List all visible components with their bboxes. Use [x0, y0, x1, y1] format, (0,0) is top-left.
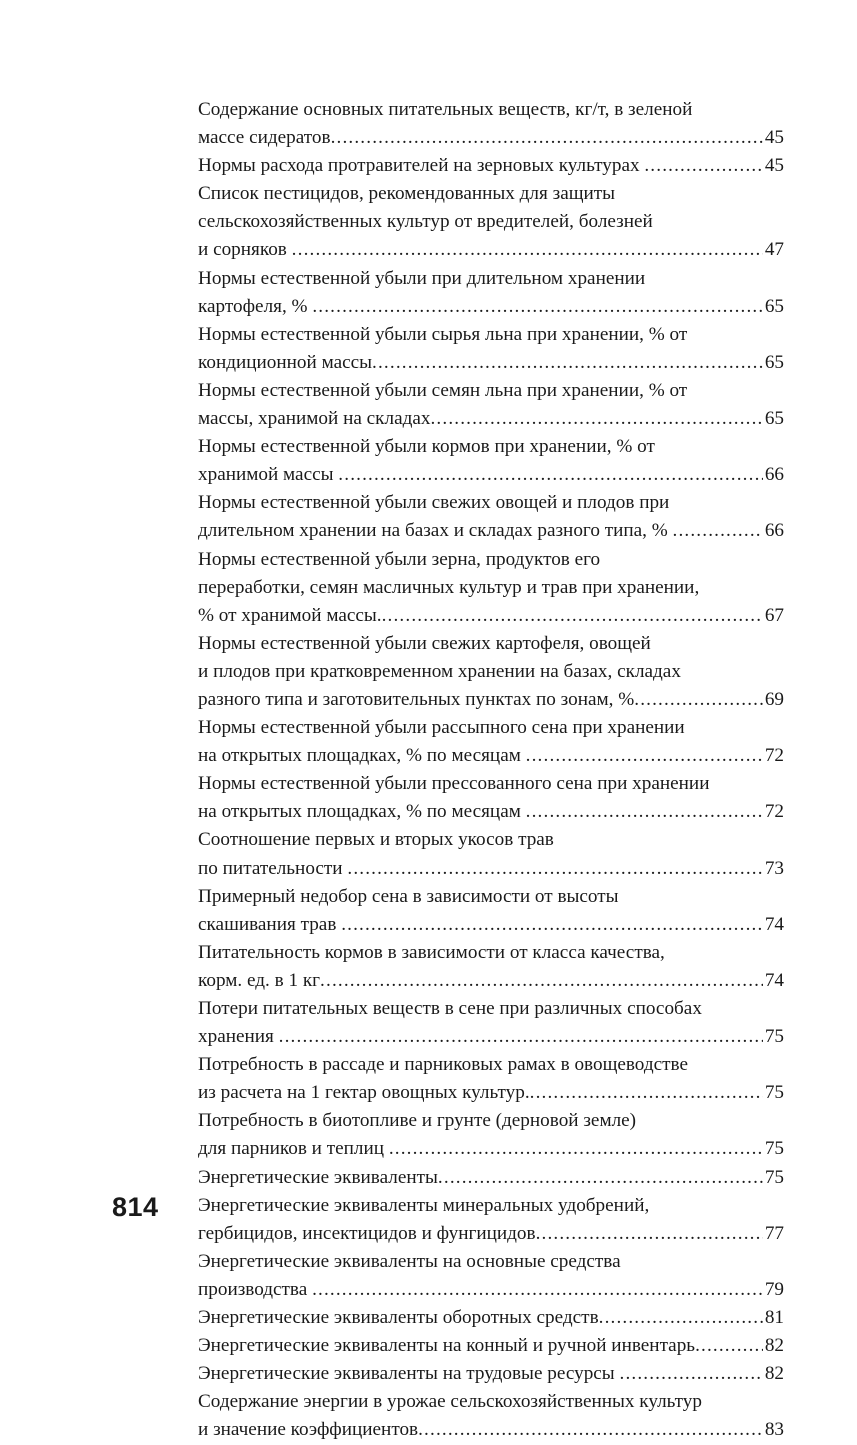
- toc-entry-last-line: [198, 855, 784, 883]
- toc-dot-leader: [312, 293, 762, 321]
- toc-entry-last-line: [198, 1416, 784, 1444]
- toc-entry-title: Энергетические эквиваленты оборотных средств: [198, 1307, 599, 1329]
- toc-page-number: 82: [764, 1335, 784, 1357]
- toc-entry[interactable]: [198, 1051, 784, 1107]
- toc-entry[interactable]: [198, 995, 784, 1051]
- toc-page-number: 69: [764, 688, 784, 710]
- toc-entry-title: Нормы расхода протравителей на зерновых культурах: [198, 155, 645, 177]
- toc-dot-leader: [418, 1416, 763, 1444]
- toc-entry-last-line: [198, 1164, 784, 1192]
- toc-entry-line: Нормы естественной убыли зерна, продуктов его: [198, 548, 601, 570]
- toc-page-number: 77: [764, 1222, 784, 1244]
- toc-entry[interactable]: [198, 1107, 784, 1163]
- toc-entry-line: Соотношение первых и вторых укосов трав: [198, 829, 554, 851]
- toc-entry-title: Энергетические эквиваленты: [198, 1166, 438, 1188]
- toc-page-number: 45: [764, 127, 784, 149]
- toc-dot-leader: [341, 911, 763, 939]
- toc-entry[interactable]: [198, 152, 784, 180]
- toc-entry-line: Нормы естественной убыли свежих картофеля, овощей: [198, 632, 651, 654]
- toc-page-number: 75: [764, 1138, 784, 1160]
- toc-dot-leader: [620, 1360, 763, 1388]
- toc-entry-line: Нормы естественной убыли прессованного сена при хранении: [198, 773, 710, 795]
- toc-dot-leader: [530, 1079, 763, 1107]
- toc-entry-last-line: [198, 517, 784, 545]
- toc-entry[interactable]: [198, 826, 784, 882]
- toc-page-number: 65: [764, 351, 784, 373]
- toc-dot-leader: [338, 461, 763, 489]
- toc-entry-line: сельскохозяйственных культур от вредителей, болезней: [198, 211, 653, 233]
- toc-entry[interactable]: [198, 1192, 784, 1248]
- toc-entry[interactable]: [198, 433, 784, 489]
- page-number: 814: [112, 1192, 159, 1222]
- toc-entry-title: Энергетические эквиваленты на трудовые ресурсы: [198, 1363, 620, 1385]
- toc-entry-title: и сорняков: [198, 239, 292, 261]
- toc-dot-leader: [526, 742, 763, 770]
- toc-entry-line: Энергетические эквиваленты минеральных удобрений,: [198, 1194, 650, 1216]
- toc-entry-line: и плодов при кратковременном хранении на базах, складах: [198, 660, 681, 682]
- toc-page-number: 65: [764, 408, 784, 430]
- toc-entry-last-line: [198, 1360, 784, 1388]
- toc-entry[interactable]: [198, 546, 784, 630]
- toc-entry-title: по питательности: [198, 857, 348, 879]
- toc-entry-title: кондиционной массы: [198, 351, 373, 373]
- toc-dot-leader: [644, 152, 762, 180]
- toc-entry[interactable]: [198, 489, 784, 545]
- toc-entry-line: Список пестицидов, рекомендованных для защиты: [198, 183, 616, 205]
- toc-entry[interactable]: [198, 939, 784, 995]
- toc-entry-title: разного типа и заготовительных пунктах по зонам, %: [198, 688, 635, 710]
- toc-entry[interactable]: [198, 265, 784, 321]
- toc-entry-last-line: [198, 1304, 784, 1332]
- toc-page-number: 75: [764, 1166, 784, 1188]
- toc-entry-title: производства: [198, 1278, 313, 1300]
- toc-entry-title: хранимой массы: [198, 464, 339, 486]
- toc-entry-last-line: [198, 967, 784, 995]
- toc-entry-line: Примерный недобор сена в зависимости от высоты: [198, 885, 619, 907]
- toc-entry-title: скашивания трав: [198, 913, 342, 935]
- toc-page-number: 65: [764, 295, 784, 317]
- toc-entry-line: Потребность в рассаде и парниковых рамах в овощеводстве: [198, 1054, 688, 1076]
- toc-dot-leader: [695, 1332, 763, 1360]
- toc-entry-last-line: [198, 152, 784, 180]
- toc-entry-title: и значение коэффициентов: [198, 1419, 419, 1441]
- toc-page-number: 81: [764, 1307, 784, 1329]
- toc-dot-leader: [389, 1135, 763, 1163]
- toc-entry[interactable]: [198, 321, 784, 377]
- toc-entry-line: Нормы естественной убыли семян льна при хранении, % от: [198, 379, 688, 401]
- toc-dot-leader: [599, 1304, 763, 1332]
- toc-entry-title: для парников и теплиц: [198, 1138, 389, 1160]
- toc-entry[interactable]: [198, 1332, 784, 1360]
- toc-entry-line: Потери питательных веществ в сене при различных способах: [198, 998, 702, 1019]
- toc-entry-title: гербицидов, инсектицидов и фунгицидов: [198, 1222, 536, 1244]
- toc-entry[interactable]: [198, 1304, 784, 1332]
- toc-entry-last-line: [198, 405, 784, 433]
- toc-dot-leader: [438, 1164, 763, 1192]
- toc-entry-line: Нормы естественной убыли сырья льна при хранении, % от: [198, 323, 688, 345]
- toc-page-number: 66: [764, 464, 784, 486]
- toc-dot-leader: [347, 855, 762, 883]
- toc-entry[interactable]: [198, 1388, 784, 1444]
- toc-dot-leader: [279, 1023, 763, 1051]
- toc-dot-leader: [292, 236, 763, 264]
- toc-page-number: 79: [764, 1278, 784, 1300]
- toc-entry-last-line: [198, 686, 784, 714]
- toc-entry-last-line: [198, 349, 784, 377]
- toc-page-number: 72: [764, 801, 784, 823]
- toc-entry-last-line: [198, 461, 784, 489]
- toc-dot-leader: [536, 1220, 763, 1248]
- toc-entry-title: корм. ед. в 1 кг: [198, 969, 321, 991]
- toc-entry-last-line: [198, 742, 784, 770]
- toc-entry-line: Содержание основных питательных веществ, кг/т, в зеленой: [198, 99, 693, 120]
- toc-entry-title: хранения: [198, 1026, 279, 1048]
- toc-dot-leader: [382, 602, 763, 630]
- toc-entry-last-line: [198, 293, 784, 321]
- toc-entry-title: на открытых площадках, % по месяцам: [198, 745, 526, 767]
- toc-page-number: 75: [764, 1026, 784, 1048]
- toc-entry-line: Питательность кормов в зависимости от класса качества,: [198, 941, 665, 963]
- toc-page-number: 74: [764, 969, 784, 991]
- toc-entry-title: массе сидератов: [198, 127, 331, 149]
- toc-page-number: 47: [764, 239, 784, 261]
- toc-page-number: 72: [764, 745, 784, 767]
- toc-dot-leader: [372, 349, 763, 377]
- toc-entry[interactable]: [198, 96, 784, 152]
- toc-dot-leader: [526, 798, 763, 826]
- toc-entry-line: Нормы естественной убыли свежих овощей и плодов при: [198, 492, 670, 514]
- toc-entry-title: массы, хранимой на складах: [198, 408, 431, 430]
- toc-entry[interactable]: [198, 377, 784, 433]
- toc-entry-last-line: [198, 1332, 784, 1360]
- toc-entry[interactable]: [198, 1164, 784, 1192]
- toc-entry-line: Содержание энергии в урожае сельскохозяйственных культур: [198, 1391, 702, 1413]
- toc-entry-last-line: [198, 911, 784, 939]
- toc-dot-leader: [331, 124, 763, 152]
- toc-entry-last-line: [198, 1023, 784, 1051]
- toc-entry-line: Энергетические эквиваленты на основные средства: [198, 1250, 621, 1272]
- toc-entry-last-line: [198, 124, 784, 152]
- toc-page-number: 45: [764, 155, 784, 177]
- toc-entry-line: Нормы естественной убыли рассыпного сена при хранении: [198, 717, 685, 739]
- toc-entry[interactable]: [198, 630, 784, 714]
- toc-dot-leader: [634, 686, 763, 714]
- toc-entry-title: длительном хранении на базах и складах разного типа, %: [198, 520, 673, 542]
- toc-entry-line: Потребность в биотопливе и грунте (дерновой земле): [198, 1110, 637, 1132]
- toc-entry-title: из расчета на 1 гектар овощных культур.: [198, 1082, 530, 1104]
- toc-page-number: 83: [764, 1419, 784, 1441]
- toc-entry-last-line: [198, 1220, 784, 1248]
- toc-entry-title: картофеля, %: [198, 295, 313, 317]
- toc-page-number: 75: [764, 1082, 784, 1104]
- toc-entry-last-line: [198, 1135, 784, 1163]
- toc-page-number: 73: [764, 857, 784, 879]
- toc-entry-last-line: [198, 1079, 784, 1107]
- toc-entry-line: Нормы естественной убыли при длительном хранении: [198, 267, 646, 289]
- toc-entry[interactable]: [198, 770, 784, 826]
- toc-entry-title: Энергетические эквиваленты на конный и ручной инвентарь: [198, 1335, 696, 1357]
- toc-dot-leader: [320, 967, 763, 995]
- toc-entry-title: на открытых площадках, % по месяцам: [198, 801, 526, 823]
- toc-dot-leader: [673, 517, 763, 545]
- toc-page-number: 66: [764, 520, 784, 542]
- table-of-contents: [198, 96, 784, 1445]
- toc-entry-last-line: [198, 602, 784, 630]
- toc-entry-last-line: [198, 236, 784, 264]
- toc-entry-last-line: [198, 798, 784, 826]
- toc-entry-title: % от хранимой массы.: [198, 604, 382, 626]
- toc-entry[interactable]: [198, 714, 784, 770]
- toc-entry[interactable]: [198, 1248, 784, 1304]
- toc-entry[interactable]: [198, 180, 784, 264]
- toc-page-number: 82: [764, 1363, 784, 1385]
- toc-entry[interactable]: [198, 883, 784, 939]
- toc-dot-leader: [430, 405, 762, 433]
- toc-entry[interactable]: [198, 1360, 784, 1388]
- toc-entry-line: переработки, семян масличных культур и трав при хранении,: [198, 576, 700, 598]
- toc-page-number: 67: [764, 604, 784, 626]
- toc-entry-line: Нормы естественной убыли кормов при хранении, % от: [198, 436, 655, 458]
- toc-page-number: 74: [764, 913, 784, 935]
